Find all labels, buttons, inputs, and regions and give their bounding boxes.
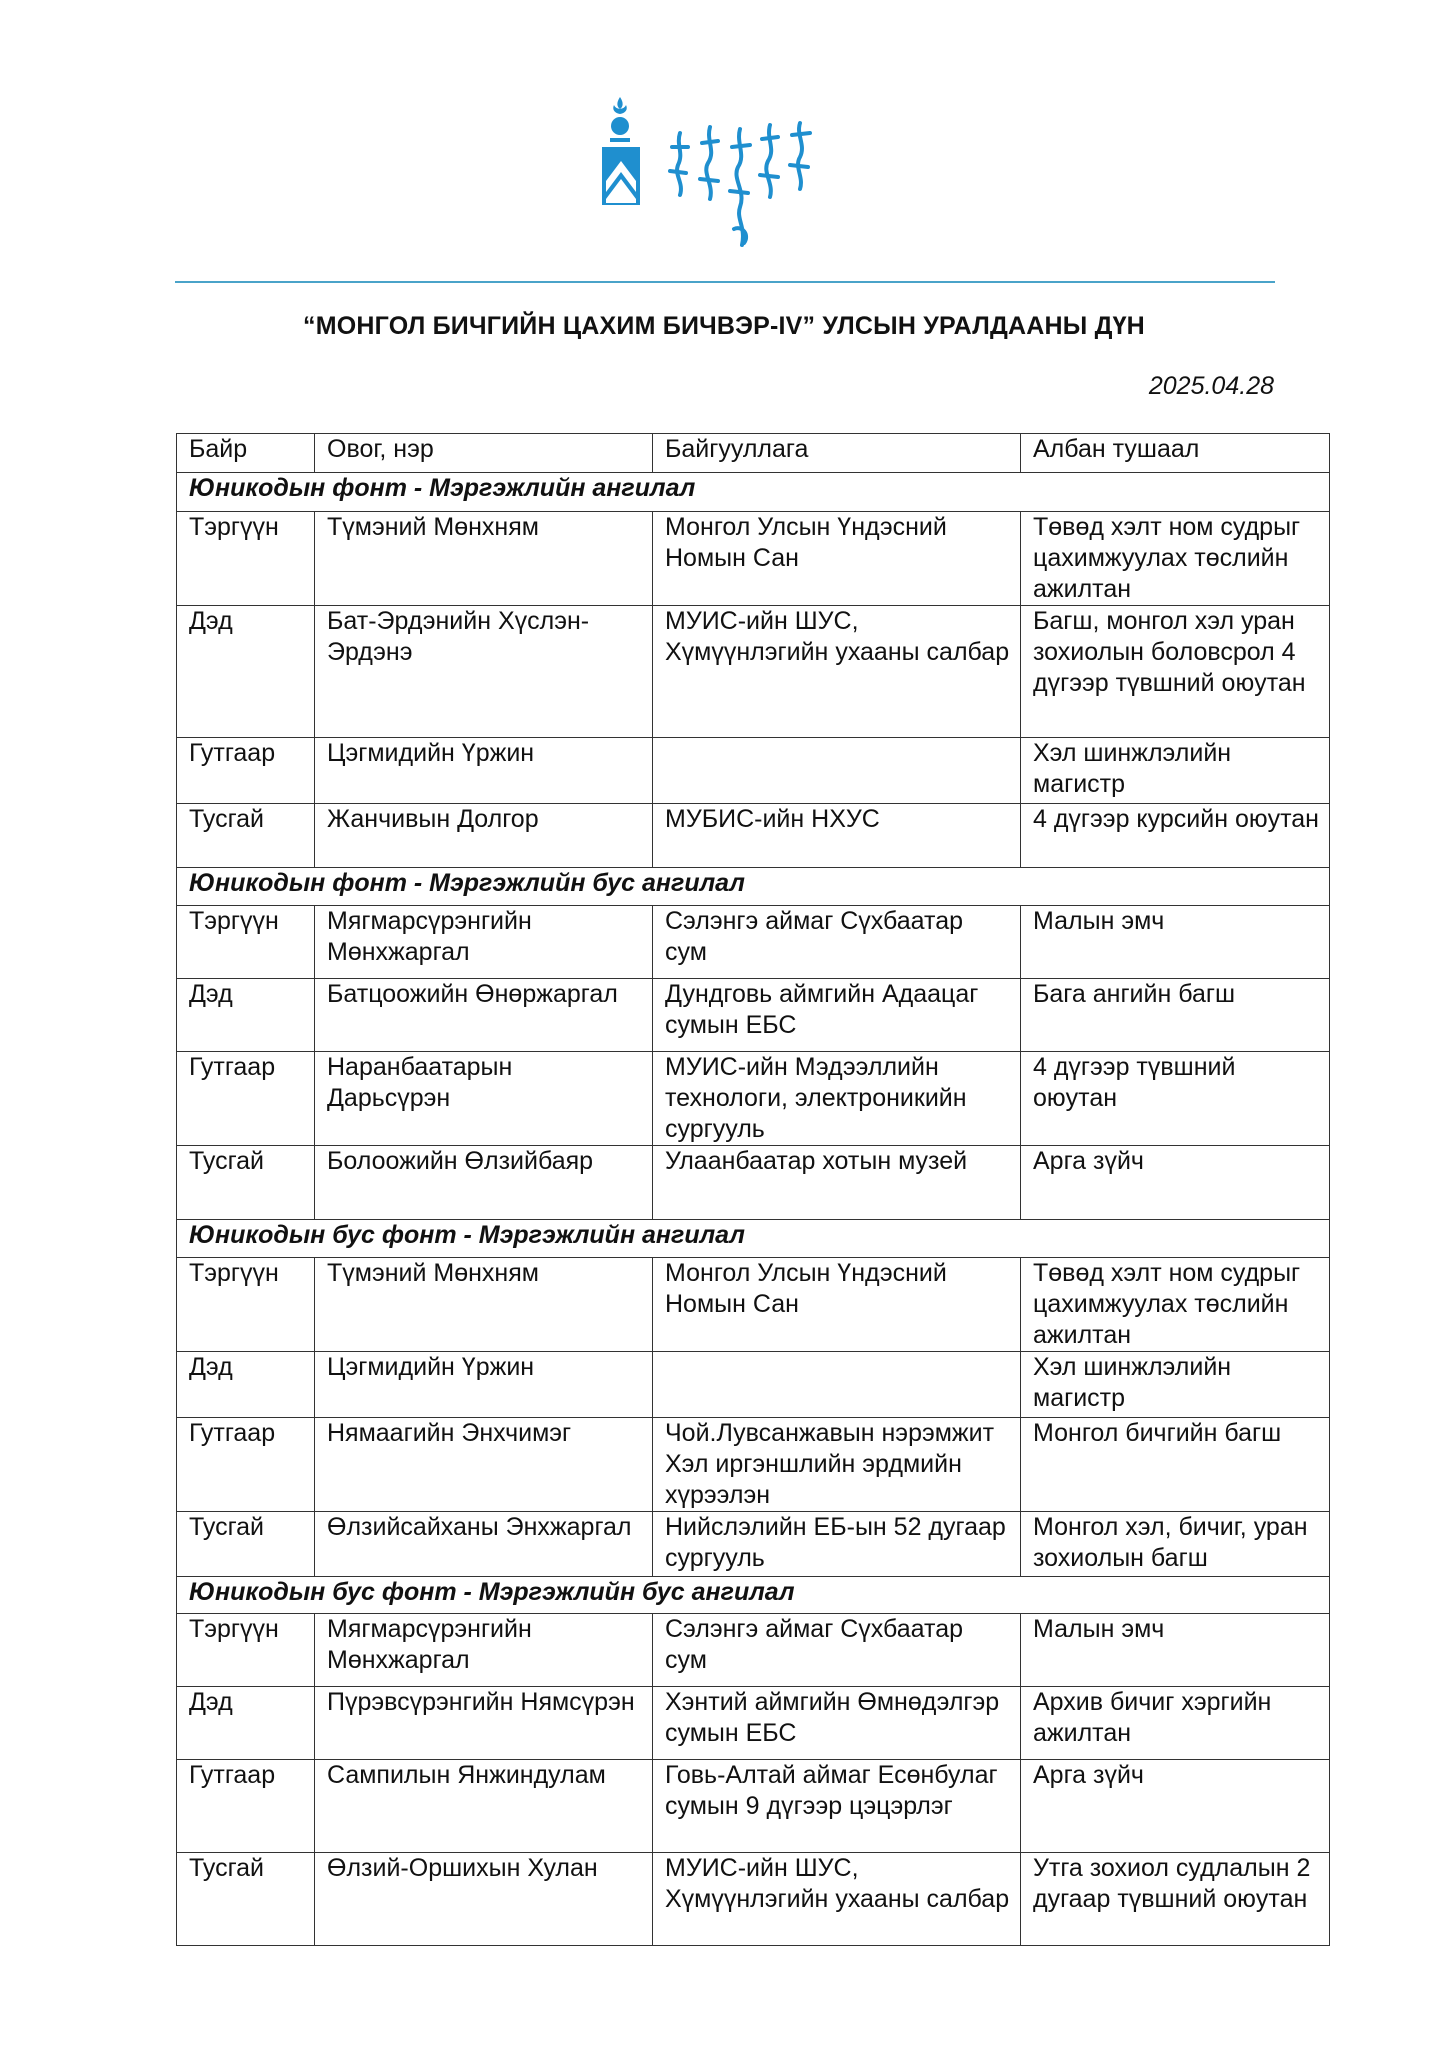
column-header-name: Овог, нэр — [315, 434, 653, 473]
header-divider — [175, 281, 1275, 283]
cell-name: Батцоожийн Өнөржаргал — [315, 979, 653, 1052]
cell-name: Бат-Эрдэнийн Хүслэн-Эрдэнэ — [315, 606, 653, 738]
cell-place: Дэд — [177, 606, 315, 738]
table-row — [177, 606, 1330, 738]
cell-position: Хэл шинжлэлийн магистр — [1021, 1352, 1330, 1418]
cell-name: Цэгмидийн Үржин — [315, 1352, 653, 1418]
table-row — [177, 1687, 1330, 1760]
logo-icon — [600, 95, 860, 260]
cell-name: Түмэний Мөнхням — [315, 1258, 653, 1352]
column-header-place: Байр — [177, 434, 315, 473]
cell-position: 4 дүгээр курсийн оюутан — [1021, 804, 1330, 868]
cell-organization: Сэлэнгэ аймаг Сүхбаатар сум — [653, 906, 1021, 979]
cell-organization: Монгол Улсын Үндэсний Номын Сан — [653, 512, 1021, 606]
section-heading: Юникодын фонт - Мэргэжлийн ангилал — [177, 473, 1330, 512]
cell-organization: МУИС-ийн Мэдээллийн технологи, электроникийн сургууль — [653, 1052, 1021, 1146]
cell-place: Тэргүүн — [177, 1258, 315, 1352]
cell-place: Гутгаар — [177, 1418, 315, 1512]
table-row — [177, 1258, 1330, 1352]
cell-organization: Чой.Лувсанжавын нэрэмжит Хэл иргэншлийн эрдмийн хүрээлэн — [653, 1418, 1021, 1512]
section-heading-row — [177, 1220, 1330, 1258]
cell-position: Малын эмч — [1021, 1614, 1330, 1687]
document-date: 2025.04.28 — [1148, 372, 1274, 400]
cell-position: Архив бичиг хэргийн ажилтан — [1021, 1687, 1330, 1760]
table-row — [177, 738, 1330, 804]
cell-position: Арга зүйч — [1021, 1146, 1330, 1220]
cell-name: Жанчивын Долгор — [315, 804, 653, 868]
cell-name: Цэгмидийн Үржин — [315, 738, 653, 804]
cell-position: Арга зүйч — [1021, 1760, 1330, 1853]
cell-organization: Монгол Улсын Үндэсний Номын Сан — [653, 1258, 1021, 1352]
section-heading: Юникодын бус фонт - Мэргэжлийн бус ангилал — [177, 1577, 1330, 1614]
table-row — [177, 1512, 1330, 1577]
cell-organization — [653, 1352, 1021, 1418]
cell-organization: МУИС-ийн ШУС, Хүмүүнлэгийн ухааны салбар — [653, 606, 1021, 738]
cell-organization — [653, 738, 1021, 804]
cell-position: Багш, монгол хэл уран зохиолын боловсрол 4 дүгээр түвшний оюутан — [1021, 606, 1330, 738]
cell-place: Гутгаар — [177, 1760, 315, 1853]
document-title: “МОНГОЛ БИЧГИЙН ЦАХИМ БИЧВЭР-IV” УЛСЫН УРАЛДААНЫ ДҮН — [303, 312, 1145, 340]
cell-place: Тэргүүн — [177, 906, 315, 979]
column-header-position: Албан тушаал — [1021, 434, 1330, 473]
cell-name: Өлзий-Оршихын Хулан — [315, 1853, 653, 1946]
table-row — [177, 1614, 1330, 1687]
results-table — [176, 433, 1330, 1946]
cell-organization: Дундговь аймгийн Адаацаг сумын ЕБС — [653, 979, 1021, 1052]
cell-name: Сампилын Янжиндулам — [315, 1760, 653, 1853]
cell-position: Хэл шинжлэлийн магистр — [1021, 738, 1330, 804]
table-header-row — [177, 434, 1330, 473]
cell-name: Өлзийсайханы Энхжаргал — [315, 1512, 653, 1577]
cell-place: Тэргүүн — [177, 512, 315, 606]
cell-position: Монгол хэл, бичиг, уран зохиолын багш — [1021, 1512, 1330, 1577]
cell-name: Түмэний Мөнхням — [315, 512, 653, 606]
section-heading-row — [177, 473, 1330, 512]
table-row — [177, 906, 1330, 979]
cell-position: Монгол бичгийн багш — [1021, 1418, 1330, 1512]
table-row — [177, 979, 1330, 1052]
cell-organization: Сэлэнгэ аймаг Сүхбаатар сум — [653, 1614, 1021, 1687]
table-row — [177, 1146, 1330, 1220]
section-heading: Юникодын фонт - Мэргэжлийн бус ангилал — [177, 868, 1330, 906]
cell-organization: Хэнтий аймгийн Өмнөдэлгэр сумын ЕБС — [653, 1687, 1021, 1760]
column-header-organization: Байгууллага — [653, 434, 1021, 473]
cell-place: Тусгай — [177, 804, 315, 868]
cell-position: Төвөд хэлт ном судрыг цахимжуулах төслийн ажилтан — [1021, 512, 1330, 606]
cell-name: Болоожийн Өлзийбаяр — [315, 1146, 653, 1220]
cell-position: Малын эмч — [1021, 906, 1330, 979]
cell-position: 4 дүгээр түвшний оюутан — [1021, 1052, 1330, 1146]
table-row — [177, 1352, 1330, 1418]
cell-organization: Улаанбаатар хотын музей — [653, 1146, 1021, 1220]
cell-place: Тэргүүн — [177, 1614, 315, 1687]
cell-place: Дэд — [177, 1687, 315, 1760]
table-row — [177, 512, 1330, 606]
cell-position: Төвөд хэлт ном судрыг цахимжуулах төслийн ажилтан — [1021, 1258, 1330, 1352]
cell-name: Нямаагийн Энхчимэг — [315, 1418, 653, 1512]
table-row — [177, 1052, 1330, 1146]
cell-place: Дэд — [177, 979, 315, 1052]
cell-position: Бага ангийн багш — [1021, 979, 1330, 1052]
cell-place: Тусгай — [177, 1853, 315, 1946]
cell-place: Тусгай — [177, 1512, 315, 1577]
cell-place: Гутгаар — [177, 738, 315, 804]
table-row — [177, 804, 1330, 868]
cell-place: Тусгай — [177, 1146, 315, 1220]
cell-name: Мягмарсүрэнгийн Мөнхжаргал — [315, 906, 653, 979]
cell-place: Гутгаар — [177, 1052, 315, 1146]
table-row — [177, 1853, 1330, 1946]
section-heading: Юникодын бус фонт - Мэргэжлийн ангилал — [177, 1220, 1330, 1258]
cell-organization: МУБИС-ийн НХУС — [653, 804, 1021, 868]
section-heading-row — [177, 868, 1330, 906]
cell-organization: Говь-Алтай аймаг Есөнбулаг сумын 9 дүгээр цэцэрлэг — [653, 1760, 1021, 1853]
cell-name: Пүрэвсүрэнгийн Нямсүрэн — [315, 1687, 653, 1760]
section-heading-row — [177, 1577, 1330, 1614]
table-row — [177, 1760, 1330, 1853]
table-row — [177, 1418, 1330, 1512]
cell-name: Мягмарсүрэнгийн Мөнхжаргал — [315, 1614, 653, 1687]
cell-place: Дэд — [177, 1352, 315, 1418]
cell-organization: Нийслэлийн ЕБ-ын 52 дугаар сургууль — [653, 1512, 1021, 1577]
cell-position: Утга зохиол судлалын 2 дугаар түвшний оюутан — [1021, 1853, 1330, 1946]
cell-organization: МУИС-ийн ШУС, Хүмүүнлэгийн ухааны салбар — [653, 1853, 1021, 1946]
cell-name: Наранбаатарын Дарьсүрэн — [315, 1052, 653, 1146]
